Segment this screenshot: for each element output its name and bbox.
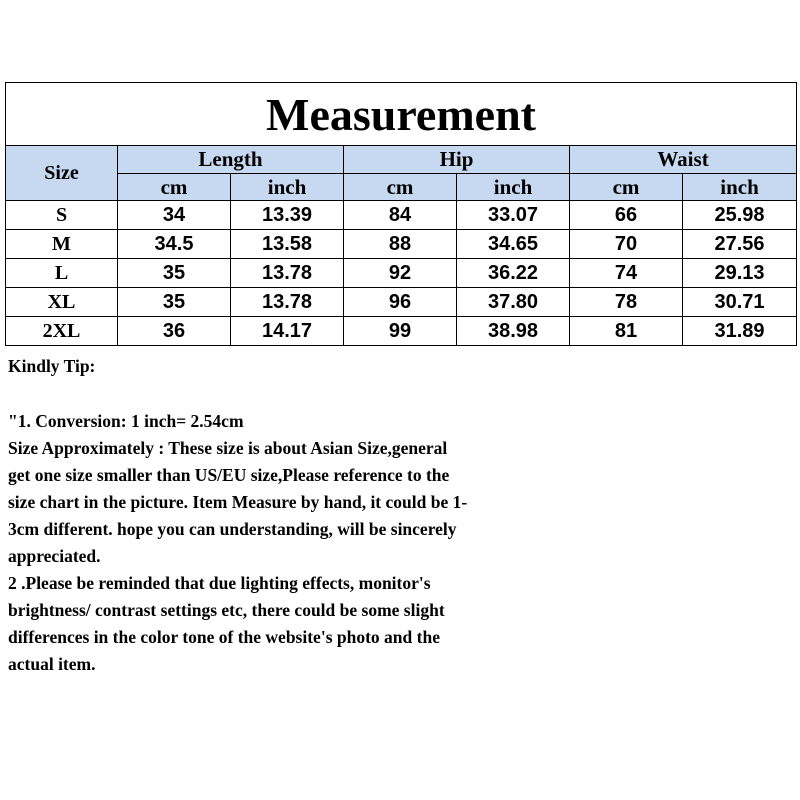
table-row: [6, 259, 797, 288]
tip-line: differences in the color tone of the website's photo and the: [8, 627, 440, 647]
measurement-table: [5, 82, 797, 346]
table-row: [6, 288, 797, 317]
unit-header-hip-inch: inch: [457, 174, 570, 201]
tip-line: 2 .Please be reminded that due lighting effects, monitor's: [8, 573, 431, 593]
hip-cm-value: 99: [344, 317, 457, 346]
hip-group-header: Hip: [344, 146, 570, 174]
hip-inch-value: 36.22: [457, 259, 570, 288]
hip-cm-value: 92: [344, 259, 457, 288]
waist-inch-value: 25.98: [683, 201, 797, 230]
waist-inch-value: 31.89: [683, 317, 797, 346]
length-inch-value: 13.78: [231, 259, 344, 288]
waist-cm-value: 70: [570, 230, 683, 259]
length-inch-value: 13.39: [231, 201, 344, 230]
length-cm-value: 35: [118, 259, 231, 288]
tip-line: size chart in the picture. Item Measure by hand, it could be 1-: [8, 492, 468, 512]
unit-header-row: [6, 174, 797, 201]
size-column-header: Size: [6, 146, 118, 201]
waist-group-header: Waist: [570, 146, 797, 174]
length-inch-value: 13.58: [231, 230, 344, 259]
waist-cm-value: 74: [570, 259, 683, 288]
length-group-header: Length: [118, 146, 344, 174]
title-row: [6, 83, 797, 146]
hip-inch-value: 33.07: [457, 201, 570, 230]
length-inch-value: 13.78: [231, 288, 344, 317]
length-inch-value: 14.17: [231, 317, 344, 346]
unit-header-hip-cm: cm: [344, 174, 457, 201]
waist-cm-value: 66: [570, 201, 683, 230]
tip-line: appreciated.: [8, 546, 101, 566]
unit-header-length-inch: inch: [231, 174, 344, 201]
size-label: S: [6, 201, 118, 230]
size-label: XL: [6, 288, 118, 317]
size-label: 2XL: [6, 317, 118, 346]
length-cm-value: 34: [118, 201, 231, 230]
unit-header-waist-cm: cm: [570, 174, 683, 201]
waist-cm-value: 78: [570, 288, 683, 317]
waist-inch-value: 27.56: [683, 230, 797, 259]
hip-cm-value: 96: [344, 288, 457, 317]
unit-header-length-cm: cm: [118, 174, 231, 201]
hip-cm-value: 84: [344, 201, 457, 230]
hip-inch-value: 37.80: [457, 288, 570, 317]
tip-line: 3cm different. hope you can understanding, will be sincerely: [8, 519, 457, 539]
waist-inch-value: 29.13: [683, 259, 797, 288]
tip-line: "1. Conversion: 1 inch= 2.54cm: [8, 411, 244, 431]
table-row: [6, 317, 797, 346]
waist-inch-value: 30.71: [683, 288, 797, 317]
table-row: [6, 201, 797, 230]
tip-line: brightness/ contrast settings etc, there could be some slight: [8, 600, 445, 620]
table-title: Measurement: [6, 83, 797, 146]
tip-line: Size Approximately : These size is about Asian Size,general: [8, 438, 448, 458]
unit-header-waist-inch: inch: [683, 174, 797, 201]
hip-cm-value: 88: [344, 230, 457, 259]
hip-inch-value: 38.98: [457, 317, 570, 346]
kindly-tip-section: [8, 353, 568, 678]
size-label: M: [6, 230, 118, 259]
hip-inch-value: 34.65: [457, 230, 570, 259]
tip-spacer: [8, 380, 568, 408]
size-label: L: [6, 259, 118, 288]
tip-line: actual item.: [8, 654, 96, 674]
table-row: [6, 230, 797, 259]
length-cm-value: 34.5: [118, 230, 231, 259]
length-cm-value: 35: [118, 288, 231, 317]
tip-heading: Kindly Tip:: [8, 356, 96, 376]
length-cm-value: 36: [118, 317, 231, 346]
group-header-row: [6, 146, 797, 174]
tip-line: get one size smaller than US/EU size,Please reference to the: [8, 465, 450, 485]
waist-cm-value: 81: [570, 317, 683, 346]
